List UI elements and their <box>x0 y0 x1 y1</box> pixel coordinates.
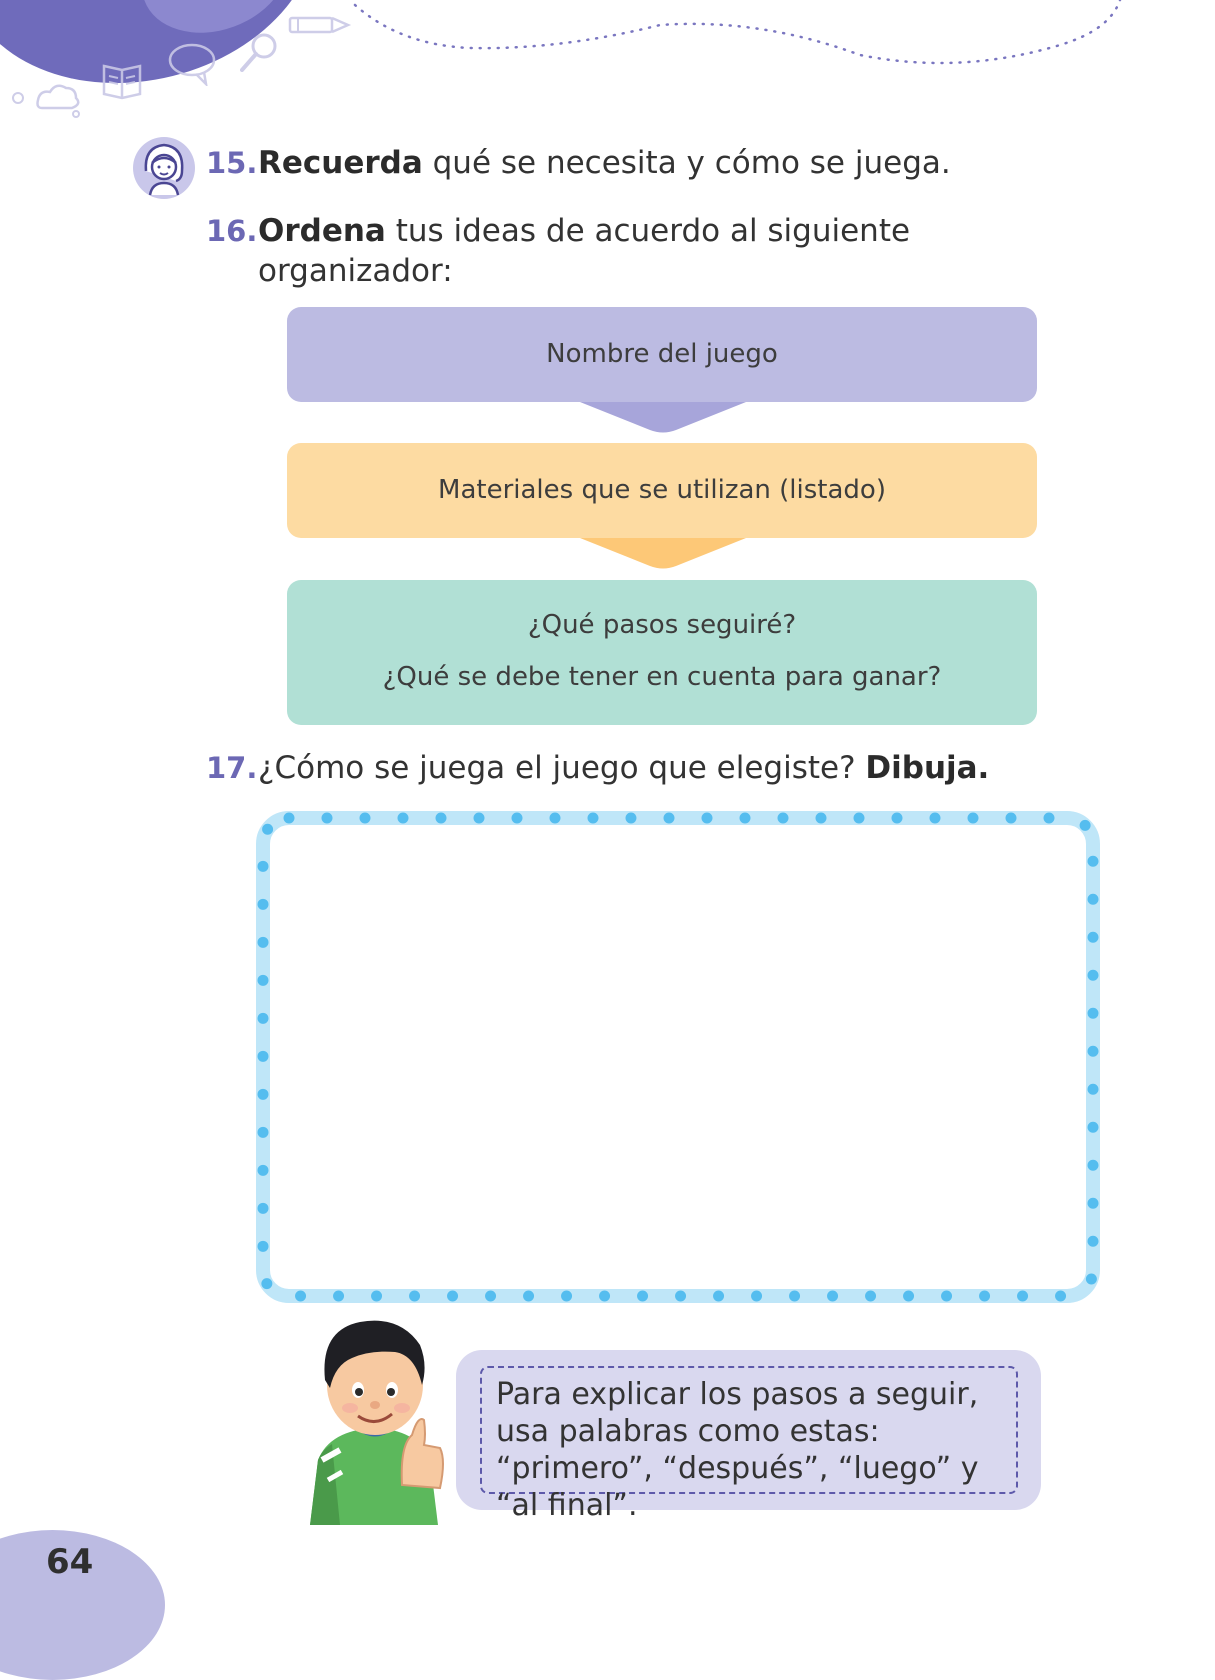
task-text: ¿Cómo se juega el juego que elegiste? <box>258 750 866 786</box>
organizer-label: Materiales que se utilizan (listado) <box>438 475 886 505</box>
task-verb: Dibuja. <box>865 750 990 786</box>
organizer-box-steps <box>287 580 1037 725</box>
organizer-arrow <box>580 538 746 570</box>
drawing-area[interactable] <box>260 815 1096 1299</box>
task-number: 15. <box>206 146 258 180</box>
organizer-box-materials <box>287 443 1037 538</box>
organizer-arrow <box>580 402 746 434</box>
thumbs-up-boy-illustration <box>300 1310 450 1525</box>
task-number: 17. <box>206 751 258 785</box>
task-15 <box>206 143 951 183</box>
task-text: qué se necesita y cómo se juega. <box>422 145 951 181</box>
tip-text: Para explicar los pasos a seguir, usa palabras como estas: “primero”, “después”, “luego” y “al final”. <box>480 1366 1018 1494</box>
task-verb: Ordena <box>258 213 386 249</box>
page-number: 64 <box>46 1542 94 1582</box>
task-number: 16. <box>206 214 258 248</box>
organizer-box-game-name <box>287 307 1037 402</box>
pencil-icon <box>288 10 352 40</box>
book-icon <box>100 58 146 100</box>
task-16 <box>206 211 910 291</box>
task-text: tus ideas de acuerdo al siguiente <box>385 213 911 249</box>
speech-bubble-icon <box>166 42 218 86</box>
organizer-label: Nombre del juego <box>546 339 778 369</box>
organizer-question-steps: ¿Qué pasos seguiré? <box>527 610 797 640</box>
task-17 <box>206 748 989 788</box>
girl-avatar-icon <box>132 135 196 201</box>
cloud-icon <box>10 72 90 120</box>
magnifier-icon <box>236 30 282 76</box>
task-verb: Recuerda <box>258 145 423 181</box>
organizer-question-win: ¿Qué se debe tener en cuenta para ganar? <box>382 662 942 692</box>
task-text-continuation: organizador: <box>258 253 453 289</box>
